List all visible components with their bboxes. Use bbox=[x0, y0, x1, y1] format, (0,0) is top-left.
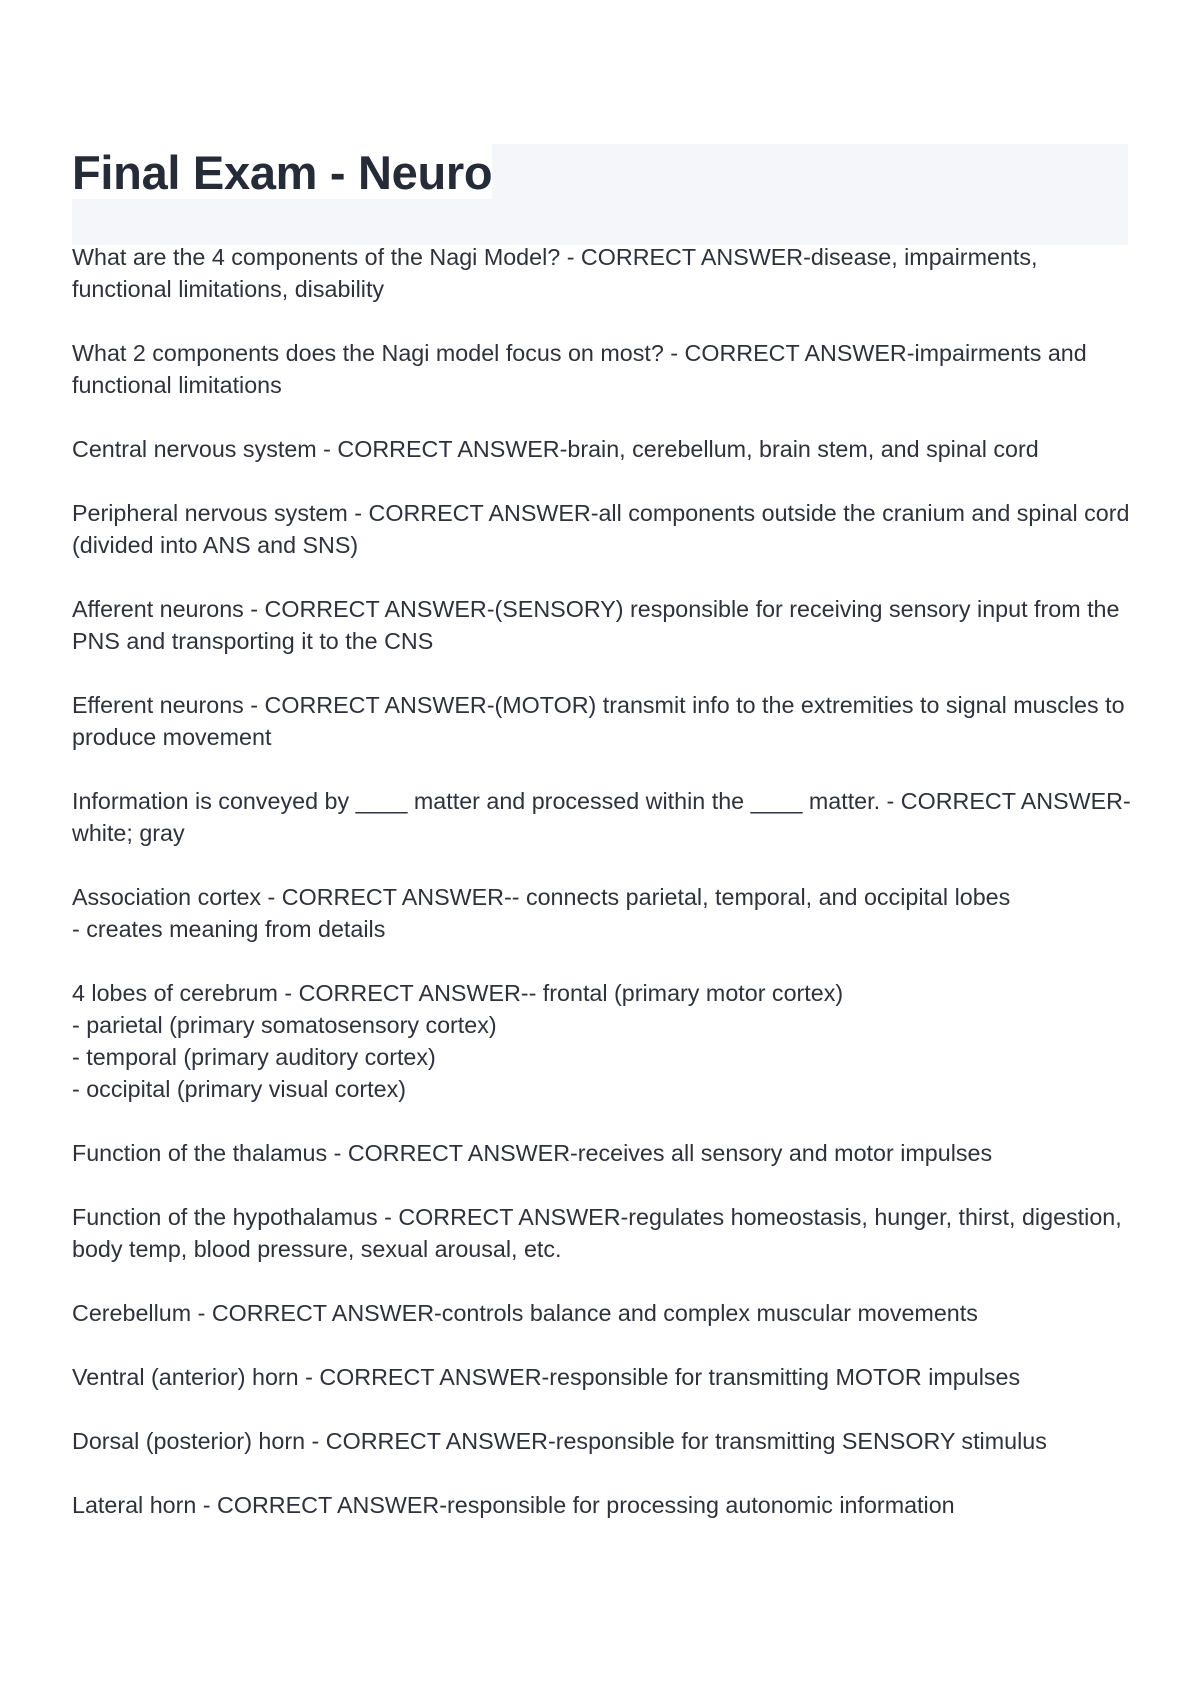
qa-item: What 2 components does the Nagi model focus on most? - CORRECT ANSWER-impairments and functional limitations bbox=[72, 340, 1087, 398]
qa-item: Information is conveyed by ____ matter and processed within the ____ matter. - CORRECT ANSWER-white; gray bbox=[72, 788, 1131, 846]
qa-item: What are the 4 components of the Nagi Model? - CORRECT ANSWER-disease, impairments, functional limitations, disability bbox=[72, 244, 1038, 302]
qa-list bbox=[72, 241, 1132, 1553]
qa-item: Association cortex - CORRECT ANSWER-- connects parietal, temporal, and occipital lobes - creates meaning from details bbox=[72, 884, 1011, 942]
qa-item: Peripheral nervous system - CORRECT ANSWER-all components outside the cranium and spinal cord (divided into ANS and SNS) bbox=[72, 500, 1130, 558]
qa-item: Lateral horn - CORRECT ANSWER-responsible for processing autonomic information bbox=[72, 1492, 955, 1518]
qa-item: Function of the hypothalamus - CORRECT ANSWER-regulates homeostasis, hunger, thirst, digestion, body temp, blood pressure, sexual arousal, etc. bbox=[72, 1204, 1122, 1262]
qa-item: Afferent neurons - CORRECT ANSWER-(SENSORY) responsible for receiving sensory input from the PNS and transporting it to the CNS bbox=[72, 596, 1120, 654]
qa-item: Efferent neurons - CORRECT ANSWER-(MOTOR) transmit info to the extremities to signal muscles to produce movement bbox=[72, 692, 1125, 750]
qa-item: 4 lobes of cerebrum - CORRECT ANSWER-- frontal (primary motor cortex) - parietal (primary somatosensory cortex) - temporal (primary auditory cortex) - occipital (primary visual cortex) bbox=[72, 980, 844, 1102]
qa-item: Dorsal (posterior) horn - CORRECT ANSWER-responsible for transmitting SENSORY stimulus bbox=[72, 1428, 1047, 1454]
qa-item: Cerebellum - CORRECT ANSWER-controls balance and complex muscular movements bbox=[72, 1300, 978, 1326]
page-title: Final Exam - Neuro bbox=[72, 146, 493, 199]
qa-item: Function of the thalamus - CORRECT ANSWER-receives all sensory and motor impulses bbox=[72, 1140, 993, 1166]
qa-item: Central nervous system - CORRECT ANSWER-brain, cerebellum, brain stem, and spinal cord bbox=[72, 436, 1039, 462]
qa-item: Ventral (anterior) horn - CORRECT ANSWER-responsible for transmitting MOTOR impulses bbox=[72, 1364, 1021, 1390]
